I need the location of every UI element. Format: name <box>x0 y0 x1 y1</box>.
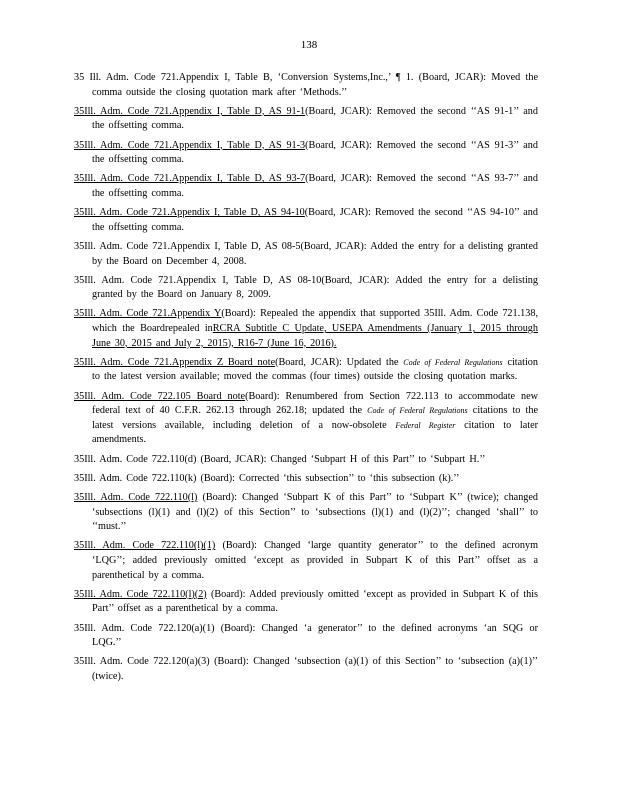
amendment-entry <box>74 274 538 303</box>
amendment-entry <box>74 655 538 684</box>
amendment-entry <box>74 71 538 100</box>
amendment-entry <box>74 588 538 617</box>
entry-text: 35Ill. Adm. Code 721.Appendix I, Table D, AS 08-5(Board, JCAR): Added the entry for a delisting granted by the Board on December 4, 2008. <box>74 240 538 267</box>
amendment-entry <box>74 206 538 235</box>
entry-text: 35Ill. Adm. Code 722.110(k) (Board): Corrected ‘this subsection’’ to ‘this subsection (k).’’ <box>74 472 460 484</box>
underlined-citation: 35Ill. Adm. Code 721.Appendix I, Table D, AS 91-3 <box>74 139 306 151</box>
amendment-entry <box>74 472 538 487</box>
entry-text: 35Ill. Adm. Code 722.120(a)(3) (Board): Changed ‘subsection (a)(1) of this Section’’ to ‘subsection (a)(1)’’ (twice). <box>74 656 538 682</box>
underlined-citation: 35Ill. Adm. Code 721.Appendix I, Table D, AS 93-7 <box>74 173 306 185</box>
entry-text: citation to the latest version available; moved the commas (four times) outside the closing quotation marks. <box>92 356 538 383</box>
page-number: 138 <box>300 39 318 51</box>
amendment-entry <box>74 172 538 201</box>
underlined-citation: 35Ill. Adm. Code 721.Appendix Y <box>74 308 222 320</box>
underlined-citation: 35Ill. Adm. Code 722.110(l) <box>74 491 198 503</box>
entry-text: 35Ill. Adm. Code 721.Appendix I, Table D, AS 08-10(Board, JCAR): Added the entry for a delisting granted by the Board on January 8, 2009. <box>74 274 538 301</box>
amendment-entry <box>74 356 538 385</box>
amendment-entry <box>74 240 538 269</box>
underlined-citation: RCRA Subtitle C Update, USEPA Amendments (January 1, 2015 through June 30, 2015 and July 2, 2015), R16-7 (June 16, 2016). <box>92 323 538 349</box>
entry-text: citation to later amendments. <box>92 419 538 446</box>
entry-text: citations to the latest versions available, including deletion of a now-obsolete <box>92 405 539 431</box>
italic-publication-title: Code of Federal Regulations <box>367 406 468 416</box>
amendment-entry <box>74 491 538 535</box>
entry-text: (Board, JCAR): Removed the second ‘‘AS 91-3’’ and the offsetting comma. <box>92 139 538 166</box>
entry-text: (Board): Renumbered from Section 722.113 to accommodate new federal text of 40 C.F.R. 262.13 through 262.18; updated the <box>92 390 538 417</box>
amendment-entry <box>74 105 538 134</box>
italic-publication-title: Federal Register <box>395 420 456 430</box>
entry-text: (Board): Changed ‘large quantity generator’’ to the defined acronym ‘LQG’’; added previously omitted ‘except as provided in Subpart K of this Part’’ offset as a parenthetical by a comma. <box>92 540 538 581</box>
amendment-entry <box>74 139 538 168</box>
underlined-citation: 35Ill. Adm. Code 721.Appendix I, Table D, AS 94-10 <box>74 207 305 219</box>
amendment-entry <box>74 453 538 468</box>
underlined-citation: 35Ill. Adm. Code 721.Appendix Z Board note <box>74 356 276 368</box>
entry-text: 35Ill. Adm. Code 722.110(d) (Board, JCAR): Changed ‘Subpart H of this Part’’ to ‘Subpart H.’’ <box>74 453 486 465</box>
amendment-entry <box>74 622 538 651</box>
underlined-citation: 35Ill. Adm. Code 722.105 Board note <box>74 390 246 402</box>
entry-text: (Board): Changed ‘Subpart K of this Part’’ to ‘Subpart K’’ (twice); changed ‘subsections (l)(1) and (l)(2) of this Section’’ to ‘subsections (l)(1) and (l)(2)’’; changed ‘shall’’ to ‘‘must.’’ <box>92 491 539 533</box>
entry-text: (Board, JCAR): Removed the second ‘‘AS 93-7’’ and the offsetting comma. <box>92 173 538 199</box>
entry-text: 35Ill. Adm. Code 722.120(a)(1) (Board): Changed ‘a generator’’ to the defined acronyms ‘an SQG or LQG.’’ <box>74 622 538 649</box>
underlined-citation: 35Ill. Adm. Code 722.110(l)(1) <box>74 540 216 552</box>
italic-publication-title: Code of Federal Regulations <box>403 357 503 367</box>
entry-text: (Board, JCAR): Removed the second ‘‘AS 94-10’’ and the offsetting comma. <box>92 207 538 233</box>
amendment-list <box>74 71 538 689</box>
underlined-citation: 35Ill. Adm. Code 722.110(l)(2) <box>74 588 207 600</box>
entry-text: (Board, JCAR): Updated the <box>275 356 404 368</box>
amendment-entry <box>74 390 538 448</box>
underlined-citation: 35Ill. Adm. Code 721.Appendix I, Table D, AS 91-1 <box>74 105 306 117</box>
amendment-entry <box>74 307 538 351</box>
entry-text: (Board, JCAR): Removed the second ‘‘AS 91-1’’ and the offsetting comma. <box>92 105 538 132</box>
entry-text: 35 Ill. Adm. Code 721.Appendix I, Table B, ‘Conversion Systems,Inc.,’ ¶ 1. (Board, JCAR): Moved the comma outside the closing quotation mark after ‘Methods.’’ <box>74 72 538 98</box>
entry-text: (Board): Repealed the appendix that supported 35Ill. Adm. Code 721.138, which the Boardrepealed in <box>92 308 538 335</box>
entry-text: (Board): Added previously omitted ‘except as provided in Subpart K of this Part’’ offset as a parenthetical by a comma. <box>92 588 538 615</box>
amendment-entry <box>74 539 538 583</box>
